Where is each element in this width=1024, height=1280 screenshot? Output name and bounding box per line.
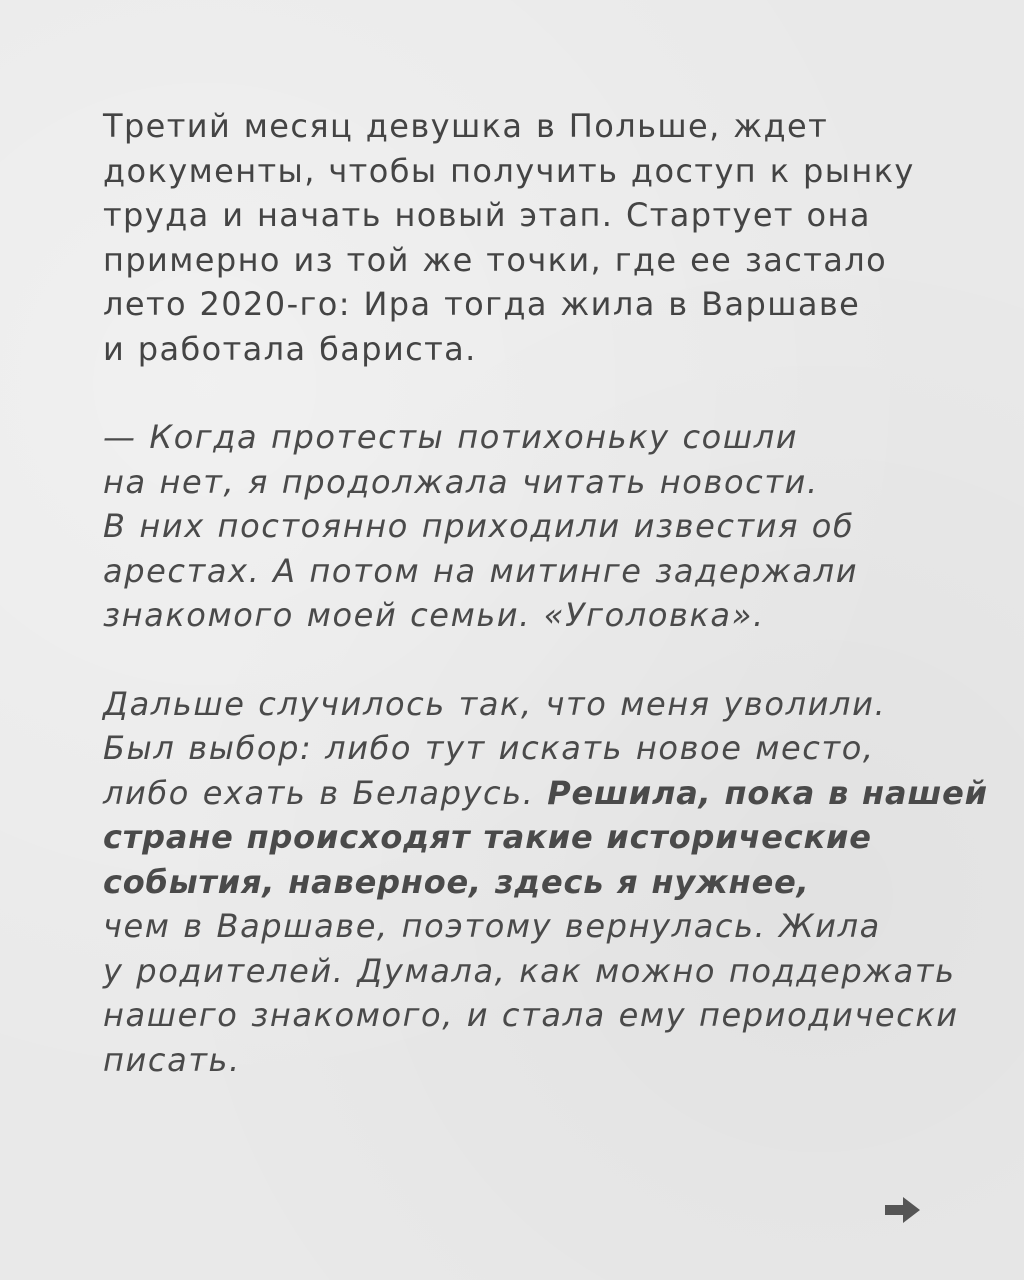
highlighted-text: Решила, пока в нашей (547, 773, 988, 812)
right-arrow-icon[interactable] (884, 1195, 922, 1225)
right-arrow-icon-graphic (884, 1195, 922, 1225)
text-line: труда и начать новый этап. Стартует она (103, 196, 871, 234)
text-line: знакомого моей семьи. «Уголовка». (103, 596, 765, 634)
text-line: Третий месяц девушка в Польше, ждет (103, 107, 829, 145)
highlighted-text: стране происходят такие исторические (103, 818, 872, 856)
highlighted-text: события, наверное, здесь я нужнее, (103, 862, 810, 901)
text-line: В них постоянно приходили известия об (103, 507, 855, 545)
text-line: писать. (103, 1040, 241, 1079)
text-line: документы, чтобы получить доступ к рынку (103, 151, 915, 190)
intro-paragraph (103, 104, 973, 371)
article-text (103, 104, 988, 1126)
text-line (103, 771, 988, 816)
text-line: — Когда протесты потихоньку сошли (103, 418, 799, 456)
text-fragment: либо ехать в Беларусь. (103, 773, 548, 812)
text-line: чем в Варшаве, поэтому вернулась. Жила (103, 907, 881, 945)
quote-paragraph-2 (103, 682, 988, 1083)
text-line: арестах. А потом на митинге задержали (103, 551, 859, 590)
text-line: Был выбор: либо тут искать новое место, (103, 729, 875, 767)
quote-paragraph-1 (103, 415, 973, 638)
text-line: лето 2020-го: Ира тогда жила в Варшаве (103, 285, 861, 323)
text-line: и работала бариста. (103, 329, 477, 368)
text-line: примерно из той же точки, где ее застало (103, 240, 888, 279)
text-line: у родителей. Думала, как можно поддержать (103, 951, 956, 990)
text-line: на нет, я продолжала читать новости. (103, 462, 819, 501)
text-line: Дальше случилось так, что меня уволили. (103, 684, 887, 723)
text-line: нашего знакомого, и стала ему периодически (103, 996, 959, 1034)
